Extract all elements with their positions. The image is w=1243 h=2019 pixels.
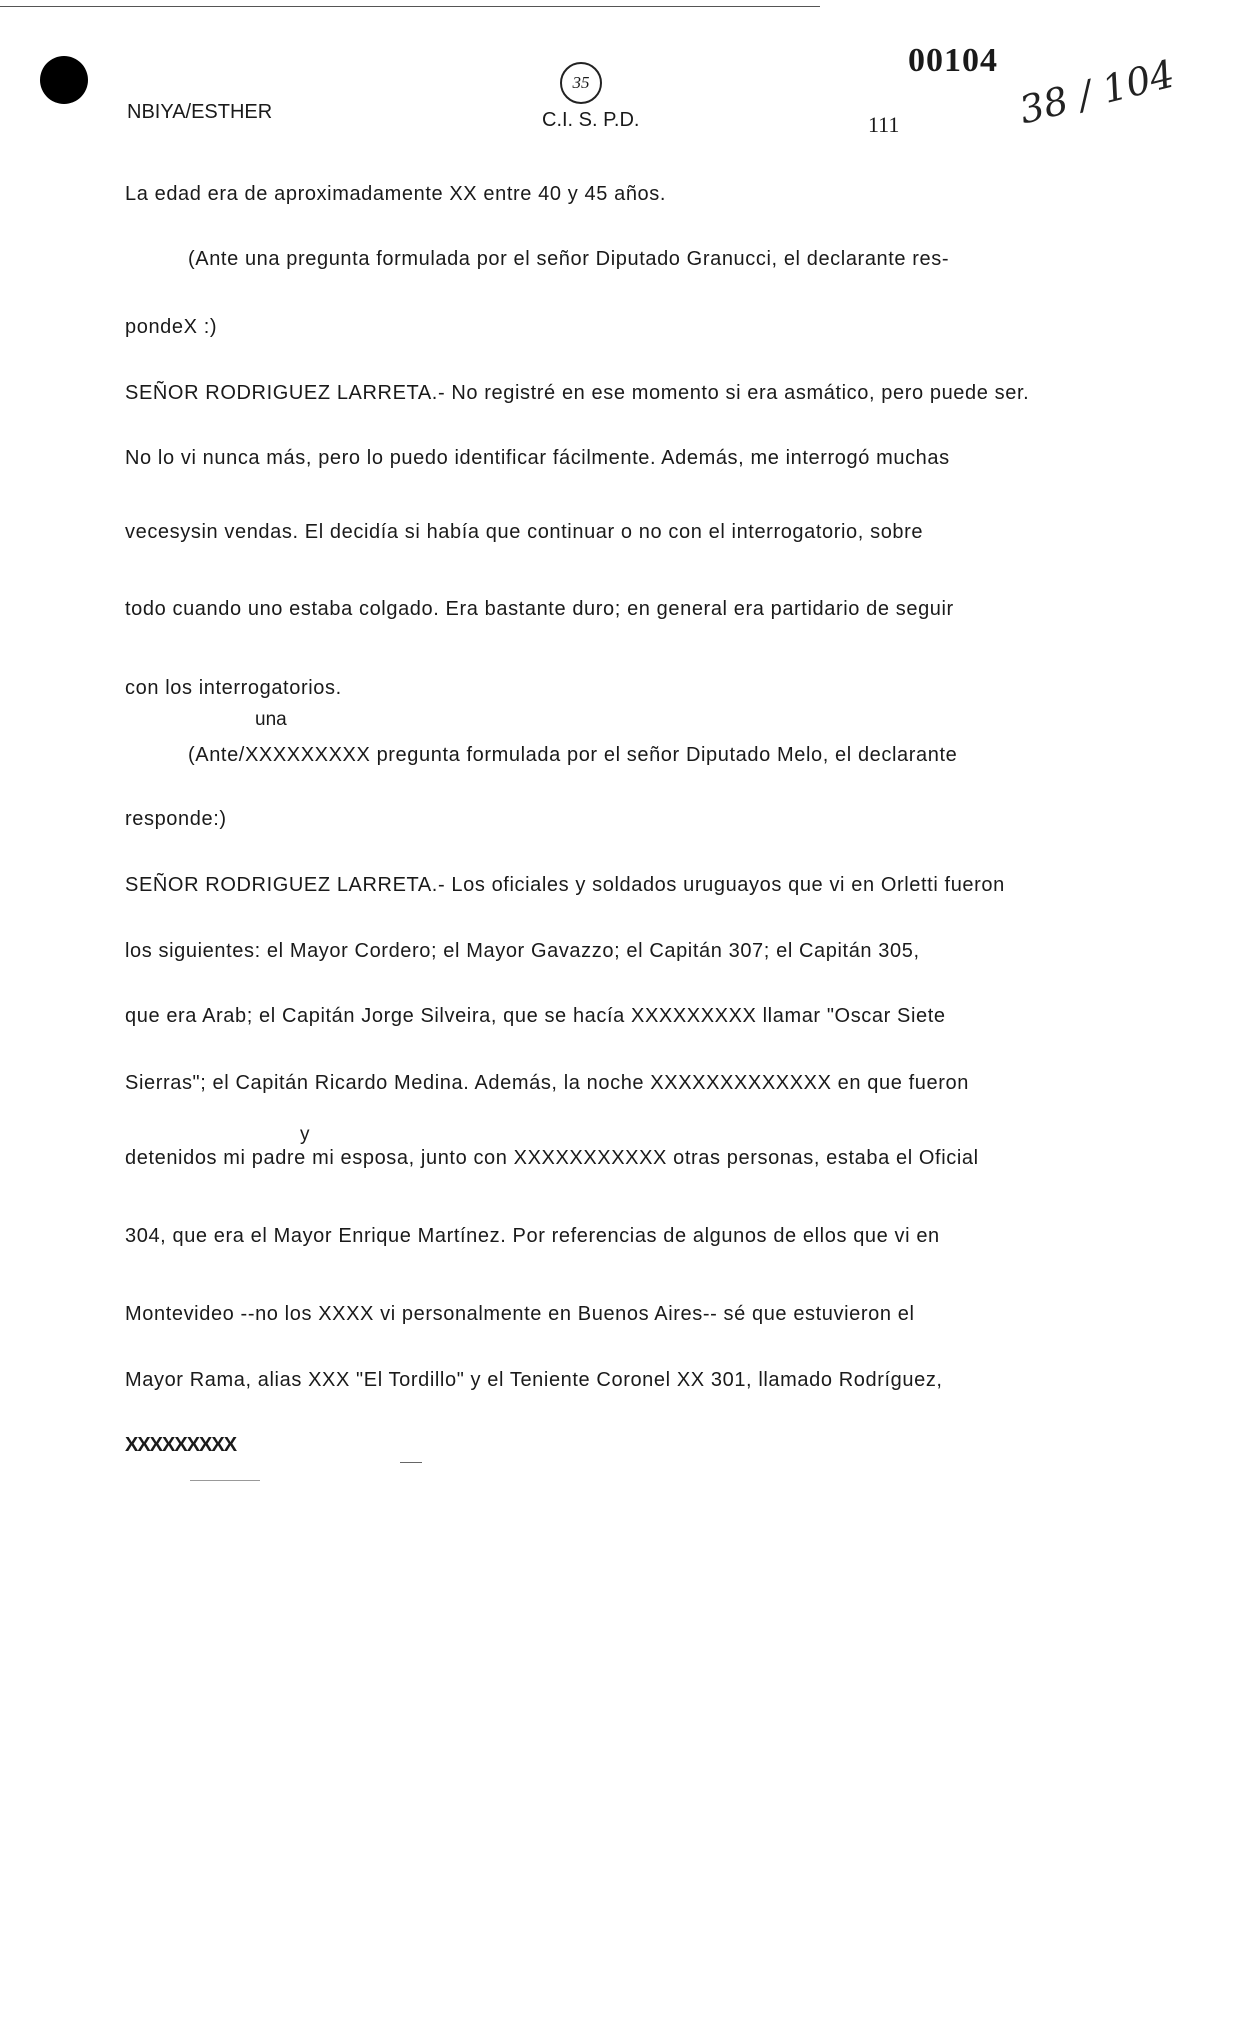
footer-underline [190, 1480, 260, 1481]
text-line: (Ante una pregunta formulada por el señor Diputado Granucci, el declarante res- [188, 248, 950, 270]
text-line: con los interrogatorios. [125, 677, 342, 699]
top-rule [0, 6, 820, 7]
text-line: pondeX :) [125, 316, 218, 338]
text-line: todo cuando uno estaba colgado. Era bastante duro; en general era partidario de seguir [125, 598, 954, 620]
text-line: vecesysin vendas. El decidía si había que continuar o no con el interrogatorio, sobre [125, 521, 924, 543]
footer-mark [400, 1462, 422, 1463]
text-line: No lo vi nunca más, pero lo puedo identificar fácilmente. Además, me interrogó muchas [125, 447, 950, 469]
text-line: que era Arab; el Capitán Jorge Silveira, que se hacía XXXXXXXXX llamar "Oscar Siete [125, 1005, 946, 1027]
document-number: 00104 [908, 42, 998, 79]
text-line: detenidos mi padre mi esposa, junto con XXXXXXXXXXX otras personas, estaba el Oficial [125, 1147, 979, 1169]
page-number: 111 [868, 112, 900, 137]
text-line: Montevideo --no los XXXX vi personalmente en Buenos Aires-- sé que estuvieron el [125, 1303, 915, 1325]
struck-out-text: XXXXXXXXX [125, 1434, 237, 1456]
header-classification: C.I. S. P.D. [542, 109, 640, 131]
handwritten-insert-una: una [255, 709, 287, 730]
text-line: responde:) [125, 808, 227, 830]
text-line: La edad era de aproximadamente XX entre 40 y 45 años. [125, 183, 667, 205]
text-line: SEÑOR RODRIGUEZ LARRETA.- No registré en ese momento si era asmático, pero puede ser. [125, 382, 1030, 404]
handwritten-folio: 38 / 104 [1015, 51, 1179, 133]
text-line: Mayor Rama, alias XXX "El Tordillo" y el Teniente Coronel XX 301, llamado Rodríguez, [125, 1369, 943, 1391]
text-line: Sierras"; el Capitán Ricardo Medina. Además, la noche XXXXXXXXXXXXX en que fueron [125, 1072, 969, 1094]
header-reference: NBIYA/ESTHER [127, 101, 273, 123]
punch-hole [40, 56, 88, 104]
text-line: SEÑOR RODRIGUEZ LARRETA.- Los oficiales y soldados uruguayos que vi en Orletti fueron [125, 874, 1005, 896]
handwritten-insert-y: y [300, 1124, 310, 1145]
text-line: (Ante/XXXXXXXXX pregunta formulada por el señor Diputado Melo, el declarante [188, 744, 958, 766]
text-line: los siguientes: el Mayor Cordero; el Mayor Gavazzo; el Capitán 307; el Capitán 305, [125, 940, 920, 962]
circled-stamp: 35 [560, 62, 602, 104]
text-line: 304, que era el Mayor Enrique Martínez. Por referencias de algunos de ellos que vi en [125, 1225, 940, 1247]
